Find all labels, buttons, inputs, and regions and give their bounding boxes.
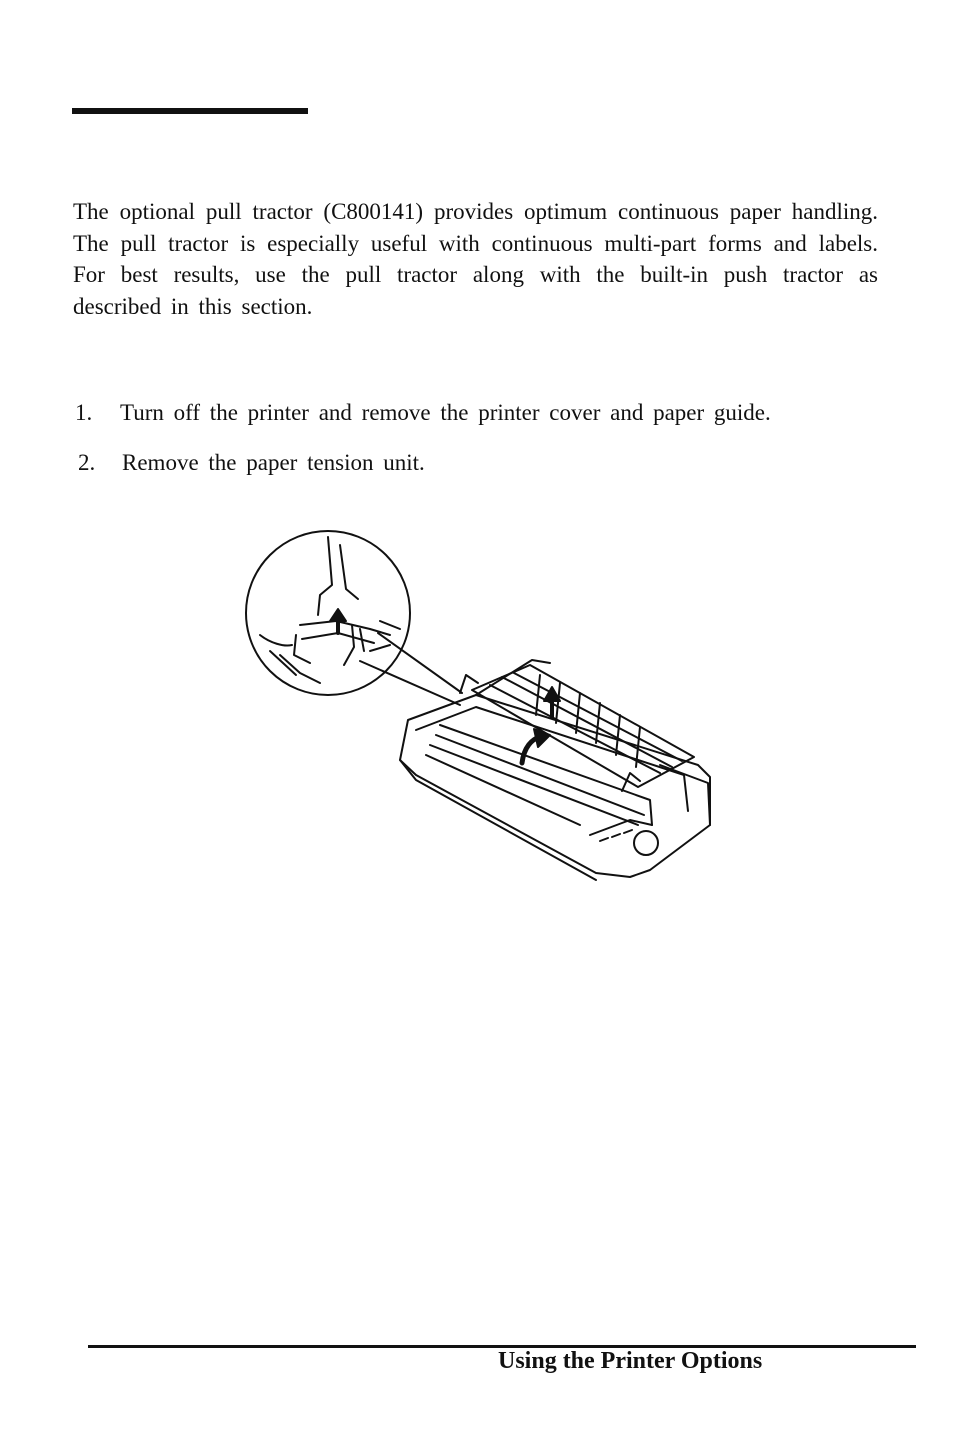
step-text: Turn off the printer and remove the printer cover and paper guide. xyxy=(120,400,771,425)
step-text: Remove the paper tension unit. xyxy=(122,450,425,475)
detail-zoom-circle xyxy=(246,531,410,695)
printer-illustration xyxy=(240,525,720,890)
section-heading-rule xyxy=(72,108,308,114)
step-number: 2. xyxy=(78,450,96,475)
intro-paragraph: The optional pull tractor (C800141) provides optimum continuous paper handling. The pull tractor is especially useful with continuous multi-part forms and labels. For best results, use the pull tractor along with the built-in push tractor as described in this section. xyxy=(73,199,878,319)
step-number: 1. xyxy=(75,400,93,425)
footer-section-title: Using the Printer Options xyxy=(498,1348,763,1374)
